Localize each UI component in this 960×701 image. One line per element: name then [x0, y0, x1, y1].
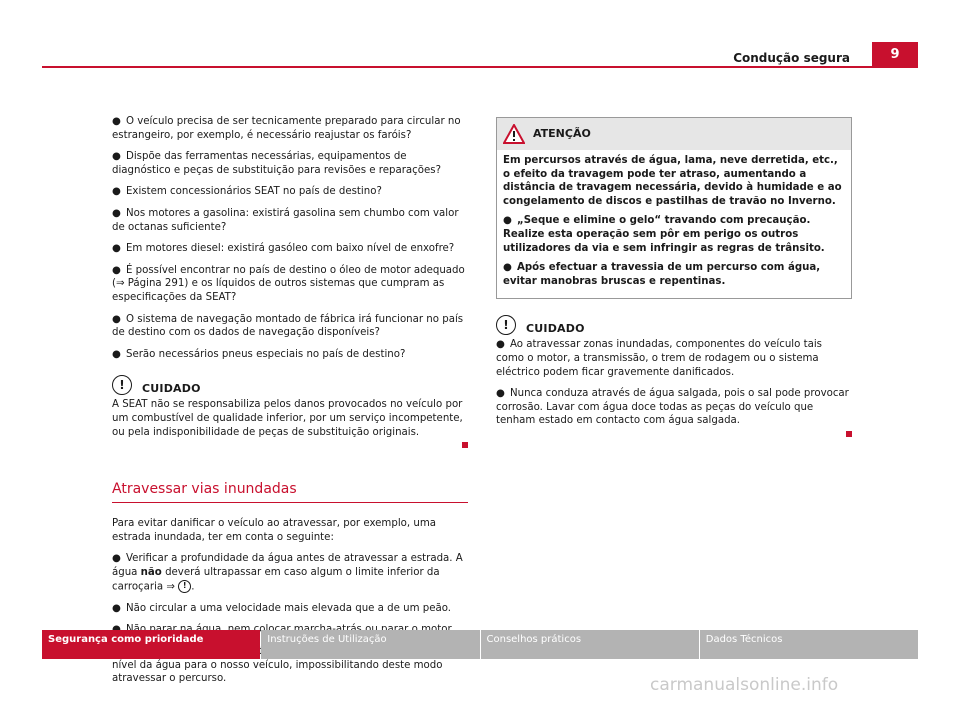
list-item: ● Ao atravessar zonas inundadas, componentes do veículo tais como o motor, a transmissão, o trem de rodagem ou o sistema eléctrico podem ficar gravemente danificados.: [496, 339, 822, 378]
section-end-marker: [846, 431, 852, 437]
page-number: 9: [872, 42, 918, 66]
tab-instrucoes[interactable]: Instruções de Utilização: [261, 630, 479, 659]
list-item: ● É possível encontrar no país de destino o óleo de motor adequado (⇒ Página 291) e os líquidos de outros sistemas que cumpram as especificações da SEAT?: [112, 264, 465, 303]
section-title: Atravessar vias inundadas: [112, 480, 297, 497]
tab-dados-tecnicos[interactable]: Dados Técnicos: [700, 630, 918, 659]
chapter-tabs: [42, 630, 918, 659]
list-item: ● Após efectuar a travessia de um percurso com água, evitar manobras bruscas e repentinas.: [503, 262, 821, 287]
list-item: ● Em motores diesel: existirá gasóleo com baixo nível de enxofre?: [112, 243, 455, 255]
caution-text: A SEAT não se responsabiliza pelos danos provocados no veículo por um combustível de qualidade inferior, por um serviço incompetente, ou pela indisponibilidade de peças de substituição originais.: [112, 398, 468, 452]
right-column: [496, 117, 852, 450]
warning-box: [496, 117, 852, 299]
warning-intro: Em percursos através de água, lama, neve derretida, etc., o efeito da travagem pode ter atraso, aumentando a distância de travagem necessária, devido à humidade e ao congelamento de discos e pastilhas de travão no Inverno.: [503, 155, 842, 207]
watermark: carmanualsonline.info: [650, 675, 839, 695]
caution-reference-icon[interactable]: !: [178, 580, 191, 593]
header-rule: [42, 66, 918, 68]
list-item: ● Existem concessionários SEAT no país de destino?: [112, 186, 382, 198]
tab-seguranca[interactable]: Segurança como prioridade: [42, 630, 260, 659]
caution-title: CUIDADO: [526, 321, 585, 335]
list-item: ● „Seque e elimine o gelo“ travando com precaução. Realize esta operação sem pôr em perigo os outros utilizadores da via e sem infringir as regras de trânsito.: [503, 215, 825, 254]
list-item: ● Nunca conduza através de água salgada, pois o sal pode provocar corrosão. Lavar com água doce todas as peças do veículo que tenham estado em contacto com água salgada.: [496, 387, 852, 441]
list-item: ● Serão necessários pneus especiais no país de destino?: [112, 348, 406, 360]
list-item: ● Não circular a uma velocidade mais elevada que a de um peão.: [112, 602, 452, 614]
list-item: nível da água para o nosso veículo, impossibilitando deste modo atravessar o percurso.: [112, 659, 443, 685]
section-end-marker: [462, 442, 468, 448]
tab-conselhos[interactable]: Conselhos práticos: [481, 630, 699, 659]
caution-heading: [496, 315, 852, 335]
caution-title: CUIDADO: [142, 381, 201, 395]
caution-heading: [112, 375, 468, 395]
list-item: ● Dispõe das ferramentas necessárias, equipamentos de diagnóstico e peças de substituição para revisões e reparações?: [112, 151, 441, 176]
caution-icon: !: [496, 315, 516, 335]
warning-triangle-icon: [503, 124, 525, 144]
list-item: ● Verificar a profundidade da água antes de atravessar a estrada. A água não deverá ultrapassar em caso algum o limite inferior da carroçaria ⇒ ! .: [112, 553, 463, 593]
warning-header: [497, 118, 851, 150]
list-item: ● O veículo precisa de ser tecnicamente preparado para circular no estrangeiro, por exemplo, é necessário reajustar os faróis?: [112, 116, 461, 141]
left-column: [112, 115, 468, 694]
list-item: ● O sistema de navegação montado de fábrica irá funcionar no país de destino com os dados de navegação disponíveis?: [112, 313, 464, 339]
caution-icon: !: [112, 375, 132, 395]
warning-body: [497, 150, 851, 298]
list-item: ● Nos motores a gasolina: existirá gasolina sem chumbo com valor de octanas suficiente?: [112, 207, 459, 233]
section-intro: Para evitar danificar o veículo ao atravessar, por exemplo, uma estrada inundada, ter em conta o seguinte:: [112, 518, 436, 543]
section-rule: [112, 502, 468, 503]
chapter-title: Condução segura: [733, 51, 850, 65]
warning-title: ATENÇÃO: [533, 127, 591, 141]
